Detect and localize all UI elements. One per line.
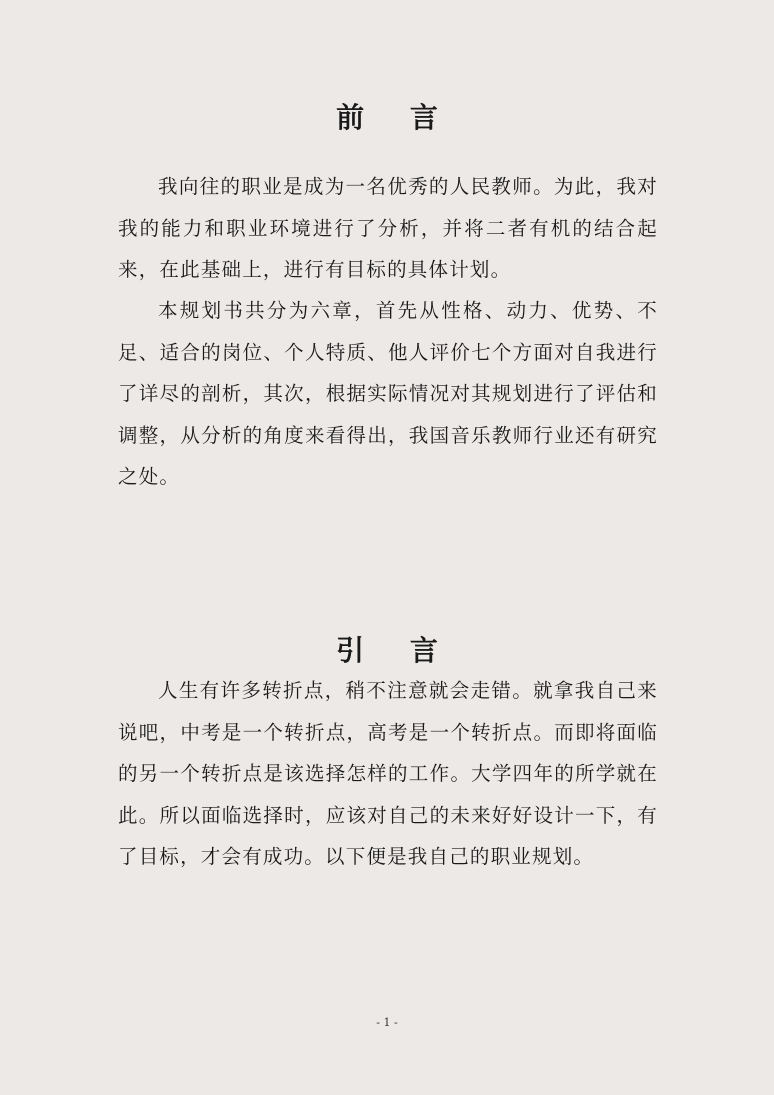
introduction-heading: 引 言: [336, 634, 456, 667]
preface-paragraph-1: 我向往的职业是成为一名优秀的人民教师。为此，我对我的能力和职业环境进行了分析，并将二者有机的结合起来，在此基础上，进行有目标的具体计划。: [118, 175, 658, 281]
preface-heading: 前 言: [336, 101, 456, 134]
introduction-paragraph-1: 人生有许多转折点，稍不注意就会走错。就拿我自己来说吧，中考是一个转折点，高考是一个转折点。而即将面临的另一个转折点是该选择怎样的工作。大学四年的所学就在此。所以面临选择时，应该对自己的未来好好设计一下，有了目标，才会有成功。以下便是我自己的职业规划。: [118, 679, 658, 868]
preface-paragraph-2: 本规划书共分为六章，首先从性格、动力、优势、不足、适合的岗位、个人特质、他人评价七个方面对自我进行了详尽的剖析，其次，根据实际情况对其规划进行了评估和调整，从分析的角度来看得出，我国音乐教师行业还有研究之处。: [118, 299, 658, 488]
page-number: - 1 -: [376, 1016, 398, 1029]
